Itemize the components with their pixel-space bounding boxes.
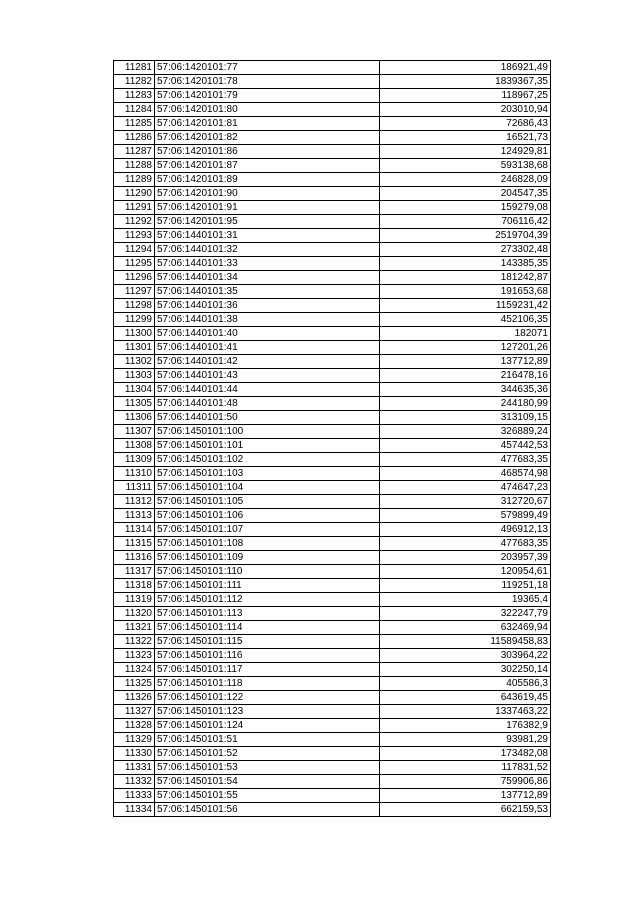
cadastral-number-cell: 57:06:1450101:123 [155, 705, 380, 719]
table-row [114, 355, 551, 369]
table-row [114, 663, 551, 677]
cadastral-number-cell: 57:06:1440101:41 [155, 341, 380, 355]
cadastral-number-cell: 57:06:1440101:36 [155, 299, 380, 313]
cadastral-number-cell: 57:06:1420101:79 [155, 89, 380, 103]
cadastral-number-cell: 57:06:1450101:117 [155, 663, 380, 677]
cadastral-value-cell: 16521,73 [380, 131, 551, 145]
cadastral-number-cell: 57:06:1450101:53 [155, 761, 380, 775]
cadastral-number-cell: 57:06:1450101:100 [155, 425, 380, 439]
table-row [114, 369, 551, 383]
cadastral-number-cell: 57:06:1420101:80 [155, 103, 380, 117]
cadastral-number-cell: 57:06:1450101:102 [155, 453, 380, 467]
cadastral-value-cell: 313109,15 [380, 411, 551, 425]
cadastral-value-cell: 127201,26 [380, 341, 551, 355]
cadastral-value-cell: 322247,79 [380, 607, 551, 621]
cadastral-value-cell: 1839367,35 [380, 75, 551, 89]
table-row [114, 61, 551, 75]
cadastral-value-cell: 452106,35 [380, 313, 551, 327]
row-number-cell: 11332 [114, 775, 155, 789]
row-number-cell: 11290 [114, 187, 155, 201]
cadastral-number-cell: 57:06:1440101:40 [155, 327, 380, 341]
row-number-cell: 11287 [114, 145, 155, 159]
table-row [114, 733, 551, 747]
cadastral-number-cell: 57:06:1420101:78 [155, 75, 380, 89]
row-number-cell: 11313 [114, 509, 155, 523]
cadastral-number-cell: 57:06:1450101:106 [155, 509, 380, 523]
table-row [114, 565, 551, 579]
row-number-cell: 11282 [114, 75, 155, 89]
table-row [114, 145, 551, 159]
row-number-cell: 11312 [114, 495, 155, 509]
row-number-cell: 11283 [114, 89, 155, 103]
cadastral-value-cell: 759906,86 [380, 775, 551, 789]
cadastral-number-cell: 57:06:1440101:44 [155, 383, 380, 397]
cadastral-value-cell: 72686,43 [380, 117, 551, 131]
table-row [114, 397, 551, 411]
row-number-cell: 11318 [114, 579, 155, 593]
cadastral-value-cell: 159279,08 [380, 201, 551, 215]
cadastral-number-cell: 57:06:1450101:52 [155, 747, 380, 761]
row-number-cell: 11298 [114, 299, 155, 313]
row-number-cell: 11323 [114, 649, 155, 663]
cadastral-number-cell: 57:06:1450101:115 [155, 635, 380, 649]
row-number-cell: 11292 [114, 215, 155, 229]
cadastral-value-cell: 496912,13 [380, 523, 551, 537]
cadastral-number-cell: 57:06:1440101:38 [155, 313, 380, 327]
cadastral-number-cell: 57:06:1420101:77 [155, 61, 380, 75]
cadastral-number-cell: 57:06:1450101:112 [155, 593, 380, 607]
cadastral-number-cell: 57:06:1450101:103 [155, 467, 380, 481]
table-row [114, 257, 551, 271]
table-row [114, 439, 551, 453]
row-number-cell: 11325 [114, 677, 155, 691]
table-row [114, 551, 551, 565]
table-body [114, 61, 551, 817]
cadastral-value-cell: 643619,45 [380, 691, 551, 705]
cadastral-number-cell: 57:06:1440101:33 [155, 257, 380, 271]
cadastral-value-cell: 204547,35 [380, 187, 551, 201]
table-row [114, 593, 551, 607]
cadastral-value-cell: 405586,3 [380, 677, 551, 691]
cadastral-number-cell: 57:06:1450101:56 [155, 803, 380, 817]
cadastral-value-cell: 118967,25 [380, 89, 551, 103]
row-number-cell: 11309 [114, 453, 155, 467]
cadastral-number-cell: 57:06:1440101:50 [155, 411, 380, 425]
cadastral-value-cell: 244180,99 [380, 397, 551, 411]
cadastral-value-cell: 477683,35 [380, 537, 551, 551]
cadastral-value-cell: 457442,53 [380, 439, 551, 453]
cadastral-value-cell: 477683,35 [380, 453, 551, 467]
cadastral-number-cell: 57:06:1420101:81 [155, 117, 380, 131]
row-number-cell: 11322 [114, 635, 155, 649]
row-number-cell: 11315 [114, 537, 155, 551]
table-row [114, 271, 551, 285]
row-number-cell: 11294 [114, 243, 155, 257]
cadastral-value-cell: 19365,4 [380, 593, 551, 607]
row-number-cell: 11307 [114, 425, 155, 439]
cadastral-value-cell: 182071 [380, 327, 551, 341]
table-row [114, 215, 551, 229]
row-number-cell: 11319 [114, 593, 155, 607]
cadastral-number-cell: 57:06:1420101:91 [155, 201, 380, 215]
row-number-cell: 11311 [114, 481, 155, 495]
cadastral-value-cell: 120954,61 [380, 565, 551, 579]
row-number-cell: 11297 [114, 285, 155, 299]
row-number-cell: 11296 [114, 271, 155, 285]
row-number-cell: 11304 [114, 383, 155, 397]
row-number-cell: 11293 [114, 229, 155, 243]
table-row [114, 299, 551, 313]
row-number-cell: 11288 [114, 159, 155, 173]
table-row [114, 173, 551, 187]
table-row [114, 761, 551, 775]
cadastral-number-cell: 57:06:1420101:89 [155, 173, 380, 187]
table-row [114, 187, 551, 201]
row-number-cell: 11324 [114, 663, 155, 677]
cadastral-number-cell: 57:06:1450101:54 [155, 775, 380, 789]
cadastral-value-cell: 186921,49 [380, 61, 551, 75]
cadastral-value-cell: 246828,09 [380, 173, 551, 187]
cadastral-number-cell: 57:06:1440101:35 [155, 285, 380, 299]
cadastral-value-cell: 706116,42 [380, 215, 551, 229]
row-number-cell: 11316 [114, 551, 155, 565]
cadastral-value-cell: 11589458,83 [380, 635, 551, 649]
table-row [114, 117, 551, 131]
cadastral-value-cell: 593138,68 [380, 159, 551, 173]
cadastral-number-cell: 57:06:1450101:55 [155, 789, 380, 803]
table-row [114, 313, 551, 327]
table-row [114, 341, 551, 355]
cadastral-value-cell: 2519704,39 [380, 229, 551, 243]
cadastral-value-cell: 203010,94 [380, 103, 551, 117]
cadastral-number-cell: 57:06:1420101:95 [155, 215, 380, 229]
table-row [114, 803, 551, 817]
cadastral-value-cell: 137712,89 [380, 789, 551, 803]
cadastral-value-cell: 1159231,42 [380, 299, 551, 313]
cadastral-value-cell: 176382,9 [380, 719, 551, 733]
table-row [114, 635, 551, 649]
row-number-cell: 11333 [114, 789, 155, 803]
cadastral-value-cell: 1337463,22 [380, 705, 551, 719]
table-row [114, 789, 551, 803]
cadastral-value-cell: 344635,36 [380, 383, 551, 397]
row-number-cell: 11328 [114, 719, 155, 733]
cadastral-value-cell: 137712,89 [380, 355, 551, 369]
cadastral-value-cell: 181242,87 [380, 271, 551, 285]
cadastral-value-cell: 191653,68 [380, 285, 551, 299]
cadastral-number-cell: 57:06:1440101:43 [155, 369, 380, 383]
table-row [114, 89, 551, 103]
table-row [114, 705, 551, 719]
cadastre-value-table [113, 60, 551, 817]
cadastral-value-cell: 302250,14 [380, 663, 551, 677]
table-row [114, 523, 551, 537]
cadastral-value-cell: 124929,81 [380, 145, 551, 159]
row-number-cell: 11321 [114, 621, 155, 635]
table-row [114, 75, 551, 89]
row-number-cell: 11301 [114, 341, 155, 355]
row-number-cell: 11289 [114, 173, 155, 187]
row-number-cell: 11286 [114, 131, 155, 145]
cadastral-number-cell: 57:06:1450101:113 [155, 607, 380, 621]
cadastral-number-cell: 57:06:1450101:109 [155, 551, 380, 565]
cadastral-value-cell: 216478,16 [380, 369, 551, 383]
table-row [114, 285, 551, 299]
cadastral-value-cell: 93981,29 [380, 733, 551, 747]
table-row [114, 131, 551, 145]
table-row [114, 691, 551, 705]
cadastral-number-cell: 57:06:1450101:118 [155, 677, 380, 691]
cadastral-number-cell: 57:06:1450101:101 [155, 439, 380, 453]
cadastral-value-cell: 312720,67 [380, 495, 551, 509]
table-row [114, 229, 551, 243]
cadastral-number-cell: 57:06:1450101:111 [155, 579, 380, 593]
cadastral-value-cell: 632469,94 [380, 621, 551, 635]
table-row [114, 243, 551, 257]
cadastral-value-cell: 173482,08 [380, 747, 551, 761]
table-row [114, 649, 551, 663]
table-row [114, 481, 551, 495]
row-number-cell: 11310 [114, 467, 155, 481]
cadastral-value-cell: 119251,18 [380, 579, 551, 593]
table-row [114, 677, 551, 691]
cadastral-number-cell: 57:06:1420101:86 [155, 145, 380, 159]
cadastral-number-cell: 57:06:1440101:32 [155, 243, 380, 257]
table-row [114, 607, 551, 621]
cadastral-number-cell: 57:06:1450101:108 [155, 537, 380, 551]
cadastral-number-cell: 57:06:1440101:34 [155, 271, 380, 285]
cadastral-number-cell: 57:06:1450101:124 [155, 719, 380, 733]
cadastral-number-cell: 57:06:1450101:114 [155, 621, 380, 635]
row-number-cell: 11320 [114, 607, 155, 621]
table-row [114, 411, 551, 425]
cadastral-value-cell: 143385,35 [380, 257, 551, 271]
row-number-cell: 11306 [114, 411, 155, 425]
table-row [114, 159, 551, 173]
row-number-cell: 11331 [114, 761, 155, 775]
row-number-cell: 11330 [114, 747, 155, 761]
table-row [114, 425, 551, 439]
cadastral-value-cell: 273302,48 [380, 243, 551, 257]
cadastral-number-cell: 57:06:1450101:104 [155, 481, 380, 495]
row-number-cell: 11302 [114, 355, 155, 369]
cadastral-number-cell: 57:06:1420101:87 [155, 159, 380, 173]
table-row [114, 453, 551, 467]
table-row [114, 775, 551, 789]
table-row [114, 719, 551, 733]
cadastral-value-cell: 203957,39 [380, 551, 551, 565]
row-number-cell: 11327 [114, 705, 155, 719]
cadastral-number-cell: 57:06:1450101:116 [155, 649, 380, 663]
table-row [114, 201, 551, 215]
cadastral-number-cell: 57:06:1450101:110 [155, 565, 380, 579]
row-number-cell: 11314 [114, 523, 155, 537]
row-number-cell: 11299 [114, 313, 155, 327]
row-number-cell: 11317 [114, 565, 155, 579]
cadastral-value-cell: 474647,23 [380, 481, 551, 495]
table-row [114, 621, 551, 635]
cadastral-number-cell: 57:06:1420101:82 [155, 131, 380, 145]
table-row [114, 509, 551, 523]
row-number-cell: 11291 [114, 201, 155, 215]
cadastral-number-cell: 57:06:1450101:122 [155, 691, 380, 705]
cadastral-value-cell: 579899,49 [380, 509, 551, 523]
table-row [114, 327, 551, 341]
cadastral-value-cell: 303964,22 [380, 649, 551, 663]
row-number-cell: 11326 [114, 691, 155, 705]
table-row [114, 495, 551, 509]
table-row [114, 537, 551, 551]
cadastral-number-cell: 57:06:1440101:48 [155, 397, 380, 411]
row-number-cell: 11284 [114, 103, 155, 117]
cadastral-number-cell: 57:06:1450101:105 [155, 495, 380, 509]
cadastral-value-cell: 662159,53 [380, 803, 551, 817]
table-row [114, 747, 551, 761]
cadastral-number-cell: 57:06:1440101:42 [155, 355, 380, 369]
row-number-cell: 11303 [114, 369, 155, 383]
row-number-cell: 11305 [114, 397, 155, 411]
row-number-cell: 11285 [114, 117, 155, 131]
cadastral-number-cell: 57:06:1450101:51 [155, 733, 380, 747]
table-row [114, 579, 551, 593]
row-number-cell: 11334 [114, 803, 155, 817]
row-number-cell: 11295 [114, 257, 155, 271]
row-number-cell: 11308 [114, 439, 155, 453]
row-number-cell: 11281 [114, 61, 155, 75]
row-number-cell: 11329 [114, 733, 155, 747]
table-row [114, 103, 551, 117]
cadastral-number-cell: 57:06:1450101:107 [155, 523, 380, 537]
cadastral-value-cell: 117831,52 [380, 761, 551, 775]
table-row [114, 467, 551, 481]
cadastral-value-cell: 326889,24 [380, 425, 551, 439]
row-number-cell: 11300 [114, 327, 155, 341]
cadastral-value-cell: 468574,98 [380, 467, 551, 481]
table-row [114, 383, 551, 397]
cadastral-number-cell: 57:06:1420101:90 [155, 187, 380, 201]
cadastral-number-cell: 57:06:1440101:31 [155, 229, 380, 243]
